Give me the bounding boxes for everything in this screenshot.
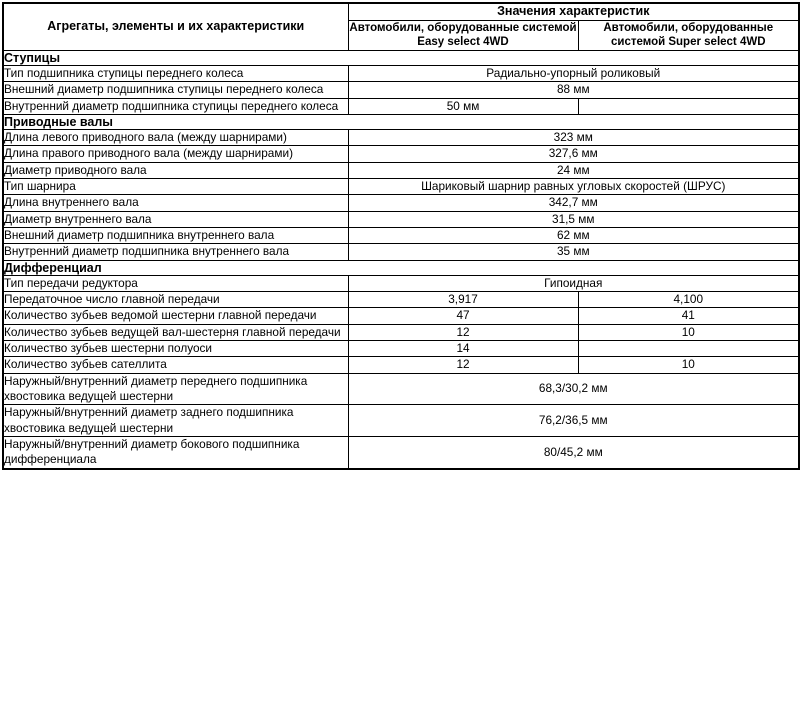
parameter-label: Передаточное число главной передачи xyxy=(3,292,348,308)
section-title: Дифференциал xyxy=(3,260,799,275)
parameter-label: Диаметр внутреннего вала xyxy=(3,211,348,227)
value-cell-merged: 35 мм xyxy=(348,244,799,260)
parameter-label: Наружный/внутренний диаметр заднего подшипника хвостовика ведущей шестерни xyxy=(3,405,348,437)
parameter-label: Внешний диаметр подшипника ступицы переднего колеса xyxy=(3,82,348,98)
table-header xyxy=(3,3,799,51)
table-row xyxy=(3,146,799,162)
header-column-super-select: Автомобили, оборудованные системой Super select 4WD xyxy=(578,20,799,50)
value-cell-merged: 31,5 мм xyxy=(348,211,799,227)
parameter-label: Количество зубьев шестерни полуоси xyxy=(3,340,348,356)
header-parameter-column: Агрегаты, элементы и их характеристики xyxy=(3,3,348,51)
section-header-row xyxy=(3,260,799,275)
table-row xyxy=(3,98,799,114)
parameter-label: Внутренний диаметр подшипника внутреннего вала xyxy=(3,244,348,260)
table-row xyxy=(3,275,799,291)
parameter-label: Внутренний диаметр подшипника ступицы переднего колеса xyxy=(3,98,348,114)
parameter-label: Длина левого приводного вала (между шарнирами) xyxy=(3,130,348,146)
value-cell-super-select: 41 xyxy=(578,308,799,324)
parameter-label: Количество зубьев ведущей вал-шестерня главной передачи xyxy=(3,324,348,340)
value-cell-merged: 24 мм xyxy=(348,162,799,178)
value-cell-merged: 62 мм xyxy=(348,228,799,244)
value-cell-merged: 342,7 мм xyxy=(348,195,799,211)
section-title: Ступицы xyxy=(3,51,799,66)
value-cell-merged: Шариковый шарнир равных угловых скоростей (ШРУС) xyxy=(348,179,799,195)
value-cell-merged: 80/45,2 мм xyxy=(348,436,799,468)
section-header-row xyxy=(3,51,799,66)
parameter-label: Количество зубьев сателлита xyxy=(3,357,348,373)
value-cell-easy-select: 14 xyxy=(348,340,578,356)
parameter-label: Количество зубьев ведомой шестерни главной передачи xyxy=(3,308,348,324)
parameter-label: Тип подшипника ступицы переднего колеса xyxy=(3,66,348,82)
value-cell-easy-select: 3,917 xyxy=(348,292,578,308)
parameter-label: Тип передачи редуктора xyxy=(3,275,348,291)
value-cell-merged: Радиально-упорный роликовый xyxy=(348,66,799,82)
value-cell-easy-select: 47 xyxy=(348,308,578,324)
value-cell-easy-select: 12 xyxy=(348,324,578,340)
value-cell-super-select: 10 xyxy=(578,324,799,340)
table-row xyxy=(3,179,799,195)
table-row xyxy=(3,162,799,178)
table-row xyxy=(3,211,799,227)
table-row xyxy=(3,308,799,324)
value-cell-merged: 323 мм xyxy=(348,130,799,146)
section-header-row xyxy=(3,115,799,130)
value-cell-easy-select: 12 xyxy=(348,357,578,373)
section-title: Приводные валы xyxy=(3,115,799,130)
value-cell-super-select xyxy=(578,340,799,356)
table-row xyxy=(3,228,799,244)
parameter-label: Диаметр приводного вала xyxy=(3,162,348,178)
value-cell-merged: 76,2/36,5 мм xyxy=(348,405,799,437)
value-cell-super-select xyxy=(578,98,799,114)
table-row xyxy=(3,373,799,405)
header-values-group: Значения характеристик xyxy=(348,3,799,20)
value-cell-merged: 68,3/30,2 мм xyxy=(348,373,799,405)
parameter-label: Длина внутреннего вала xyxy=(3,195,348,211)
table-body xyxy=(3,51,799,469)
specifications-table xyxy=(2,2,800,470)
table-row xyxy=(3,324,799,340)
value-cell-merged: 327,6 мм xyxy=(348,146,799,162)
table-row xyxy=(3,66,799,82)
table-row xyxy=(3,405,799,437)
table-row xyxy=(3,292,799,308)
table-row xyxy=(3,436,799,468)
table-row xyxy=(3,340,799,356)
parameter-label: Длина правого приводного вала (между шарнирами) xyxy=(3,146,348,162)
value-cell-super-select: 4,100 xyxy=(578,292,799,308)
table-row xyxy=(3,130,799,146)
parameter-label: Тип шарнира xyxy=(3,179,348,195)
header-column-easy-select: Автомобили, оборудованные системой Easy select 4WD xyxy=(348,20,578,50)
table-row xyxy=(3,357,799,373)
value-cell-easy-select: 50 мм xyxy=(348,98,578,114)
parameter-label: Наружный/внутренний диаметр переднего подшипника хвостовика ведущей шестерни xyxy=(3,373,348,405)
header-row-group xyxy=(3,3,799,20)
table-row xyxy=(3,195,799,211)
parameter-label: Наружный/внутренний диаметр бокового подшипника дифференциала xyxy=(3,436,348,468)
value-cell-super-select: 10 xyxy=(578,357,799,373)
table-row xyxy=(3,82,799,98)
table-row xyxy=(3,244,799,260)
parameter-label: Внешний диаметр подшипника внутреннего вала xyxy=(3,228,348,244)
value-cell-merged: Гипоидная xyxy=(348,275,799,291)
value-cell-merged: 88 мм xyxy=(348,82,799,98)
